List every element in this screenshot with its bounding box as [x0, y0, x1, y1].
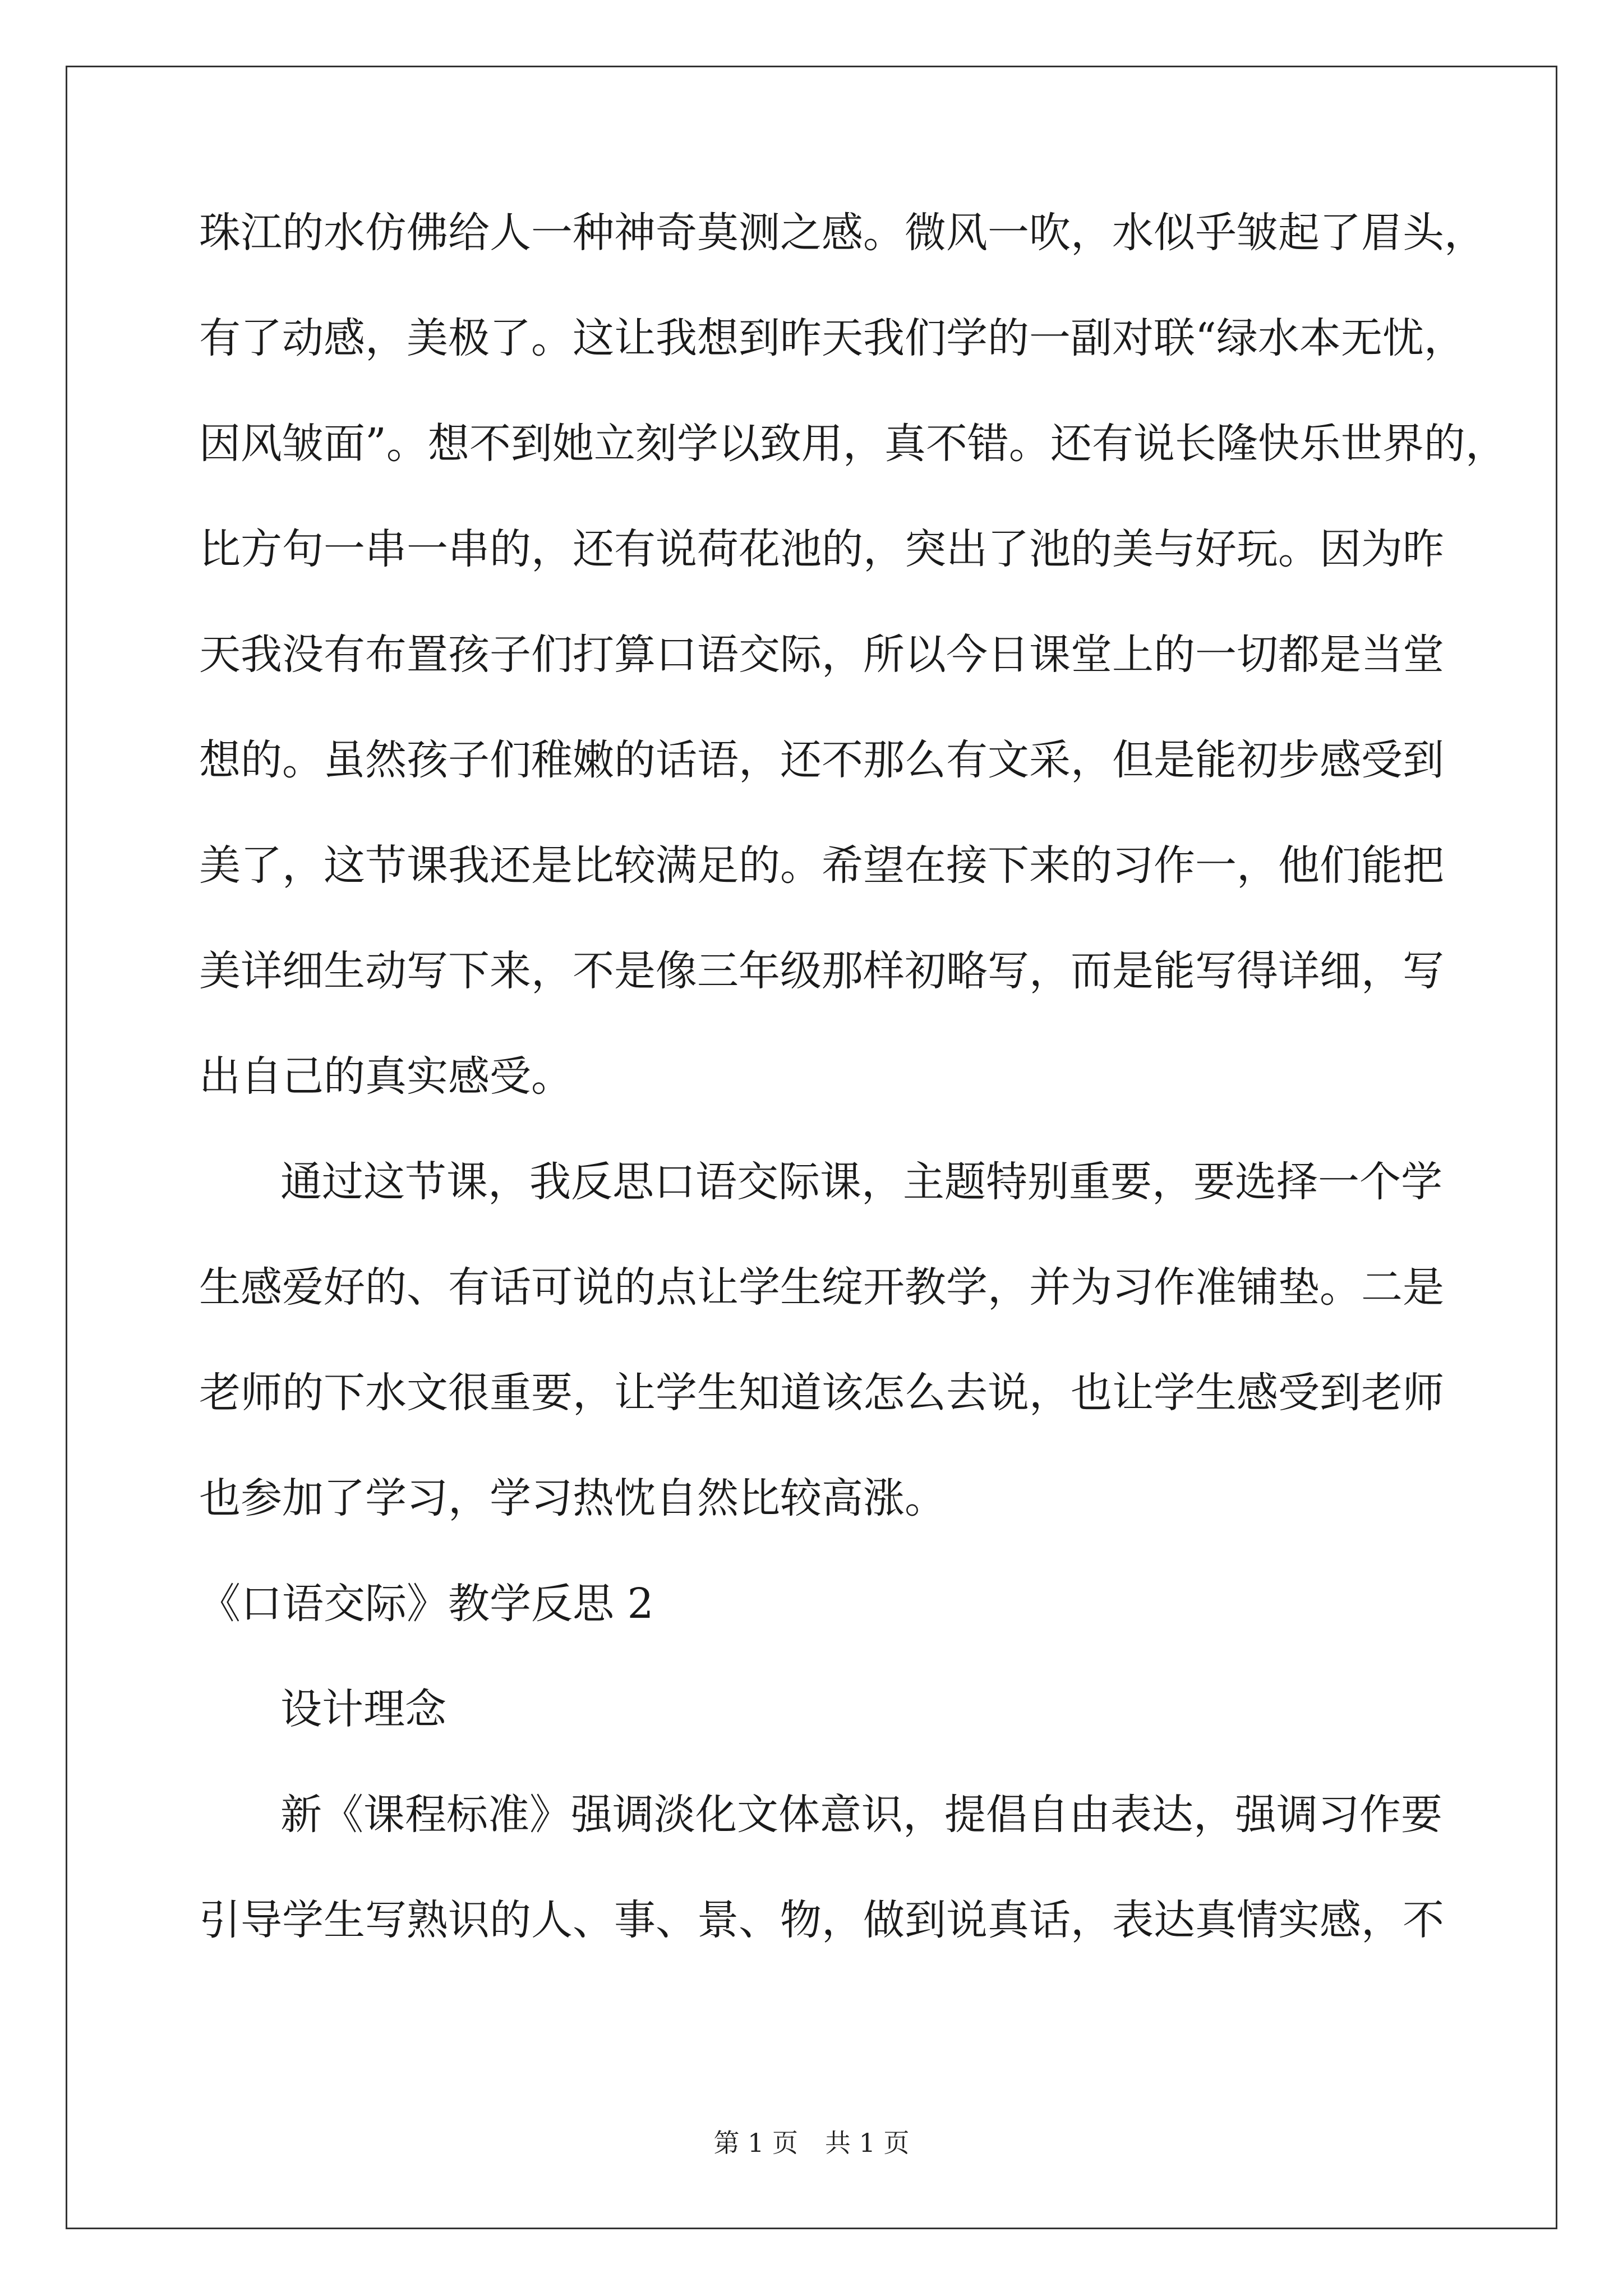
text-line: 也参加了学习，学习热忱自然比较高涨。 [199, 1474, 946, 1522]
text-line: 生感爱好的、有话可说的点让学生绽开教学，并为习作准铺垫。二是 [199, 1263, 1444, 1312]
page-number: 第 1 页 [713, 2128, 798, 2158]
text-line: 有了动感，美极了。这让我想到昨天我们学的一副对联“绿水本无忧， [199, 314, 1465, 362]
page-footer [0, 2126, 1623, 2160]
text-line: 天我没有布置孩子们打算口语交际，所以今日课堂上的一切都是当堂 [199, 631, 1444, 679]
section-heading: 《口语交际》教学反思 2 [199, 1580, 654, 1628]
text-line: 美详细生动写下来，不是像三年级那样初略写，而是能写得详细，写 [199, 947, 1444, 995]
page-total: 共 1 页 [825, 2128, 910, 2158]
text-line: 因风皱面”。想不到她立刻学以致用，真不错。还有说长隆快乐世界的， [199, 420, 1507, 468]
text-line: 比方句一串一串的，还有说荷花池的，突出了池的美与好玩。因为昨 [199, 525, 1444, 573]
subheading: 设计理念 [280, 1685, 446, 1733]
text-line: 引导学生写熟识的人、事、景、物，做到说真话，表达真情实感，不 [199, 1896, 1444, 1944]
text-line: 想的。虽然孩子们稚嫩的话语，还不那么有文采，但是能初步感受到 [199, 736, 1444, 784]
text-line: 美了，这节课我还是比较满足的。希望在接下来的习作一，他们能把 [199, 841, 1444, 890]
text-line: 出自己的真实感受。 [199, 1052, 573, 1101]
text-line: 珠江的水仿佛给人一种神奇莫测之感。微风一吹，水似乎皱起了眉头， [199, 209, 1486, 257]
text-line: 通过这节课，我反思口语交际课，主题特别重要，要选择一个学 [280, 1158, 1442, 1206]
text-line: 新《课程标准》强调淡化文体意识，提倡自由表达，强调习作要 [280, 1791, 1442, 1839]
text-line: 老师的下水文很重要，让学生知道该怎么去说，也让学生感受到老师 [199, 1369, 1444, 1417]
